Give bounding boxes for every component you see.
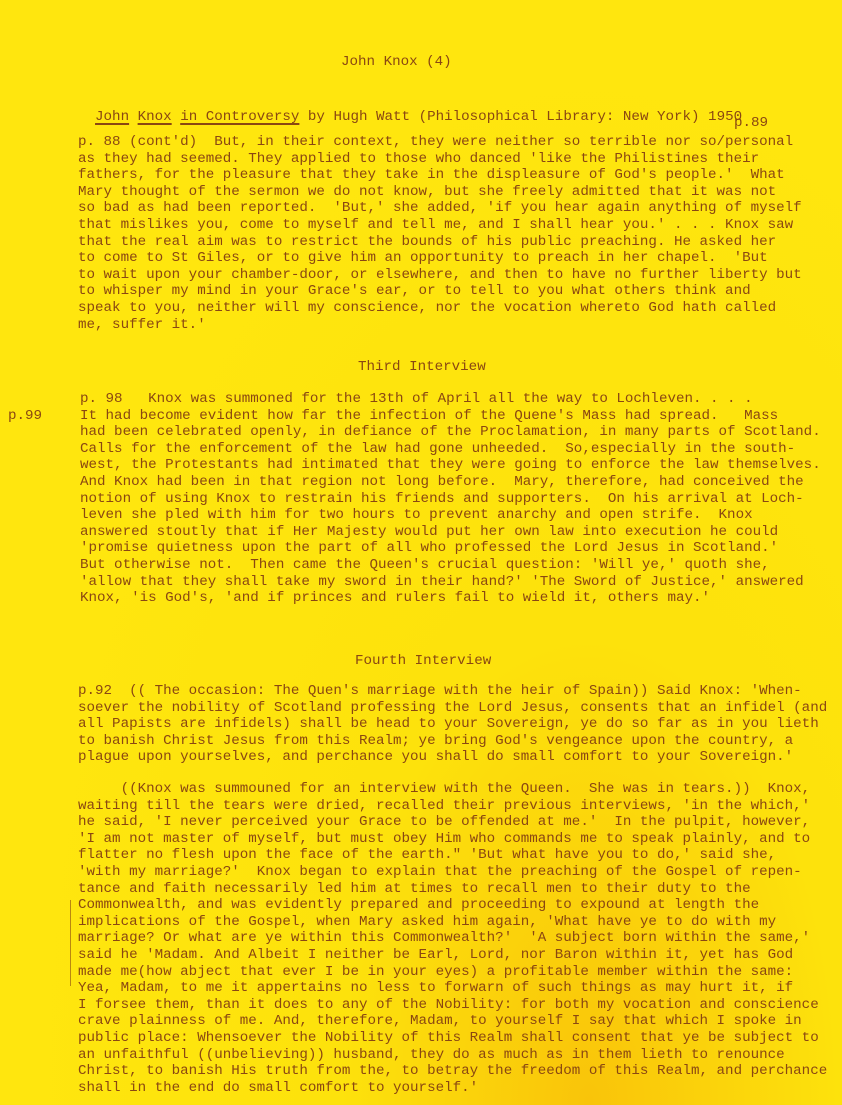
text-line: It had become evident how far the infection of the Quene's Mass had spread. Mass — [80, 407, 779, 424]
text-line: speak to you, neither will my conscience, nor the vocation whereto God hath called — [78, 299, 777, 316]
text-line: 'promise quietness upon the part of all who professed the Lord Jesus in Scotland.' — [80, 540, 779, 557]
citation-title-john: John — [95, 108, 130, 125]
text-line: Calls for the enforcement of the law had gone unheeded. So,especially in the south- — [80, 440, 796, 457]
text-line: an unfaithful ((unbelieving)) husband, they do as much as in them lieth to renounce — [78, 1046, 785, 1063]
margin-note-99: p.99 — [8, 408, 43, 424]
section-heading-fourth-interview: Fourth Interview — [355, 653, 492, 669]
page-note-89: p.89 — [734, 115, 769, 131]
text-line: 'allow that they shall take my sword in their hand?' 'The Sword of Justice,' answered — [80, 573, 804, 590]
text-line: p. 88 (cont'd) But, in their context, they were neither so terrible nor so/personal — [78, 134, 794, 150]
text-line: so bad as had been reported. 'But,' she added, 'if you hear again anything of myself — [78, 200, 802, 217]
page-header-title: John Knox (4) — [341, 54, 452, 70]
text-line: ((Knox was summouned for an interview with the Queen. She was in tears.)) Knox, — [78, 781, 811, 797]
text-line: had been celebrated openly, in defiance of the Proclamation, in many parts of Scotland. — [80, 424, 821, 441]
text-line: shall in the end do small comfort to yourself.' — [78, 1079, 479, 1096]
text-line: made me(how abject that ever I be in your eyes) a profitable member within the same: — [78, 963, 794, 980]
text-line: to wait upon your chamber-door, or elsewhere, and then to have no further liberty but — [78, 266, 802, 283]
text-line: all Papists are infidels) shall be head to your Sovereign, ye do so far as in you lieth — [78, 716, 819, 733]
text-line: that mislikes you, come to myself and tell me, and I shall hear you.' . . . Knox saw — [78, 216, 794, 233]
citation — [78, 92, 742, 125]
text-line: Knox, 'is God's, 'and if princes and rulers fail to wield it, others may.' — [80, 590, 711, 607]
text-line: p.92 (( The occasion: The Quen's marriage with the heir of Spain)) Said Knox: 'When- — [78, 683, 802, 699]
text-line: plague upon yourselves, and perchance you shall do small comfort to your Sovereign.' — [78, 749, 794, 766]
text-line: I forsee them, than it does to any of the Nobility: for both my vocation and conscience — [78, 996, 819, 1013]
text-line: soever the nobility of Scotland professing the Lord Jesus, consents that an infidel (and — [78, 699, 828, 716]
paragraph-4 — [78, 781, 827, 1096]
section-heading-third-interview: Third Interview — [358, 359, 486, 375]
text-line: But otherwise not. Then came the Queen's crucial question: 'Will ye,' quoth she, — [80, 556, 770, 573]
paragraph-1 — [78, 134, 802, 333]
text-line: 'with my marriage?' Knox began to explain that the preaching of the Gospel of repen- — [78, 863, 802, 880]
text-line: And Knox had been in that region not long before. Mary, therefore, had conceived the — [80, 473, 804, 490]
text-line: west, the Protestants had intimated that they were going to enforce the law themselves. — [80, 457, 821, 474]
text-line: to banish Christ Jesus from this Realm; ye bring God's vengeance upon the country, a — [78, 732, 794, 749]
text-line: said he 'Madam. And Albeit I neither be Earl, Lord, nor Baron within it, yet has God — [78, 946, 794, 963]
text-line: flatter no flesh upon the face of the earth." 'But what have you to do,' said she, — [78, 847, 777, 864]
text-line: as they had seemed. They applied to those who danced 'like the Philistines their — [78, 150, 760, 167]
text-line: me, suffer it.' — [78, 316, 206, 333]
text-line: 'I am not master of myself, but must obey Him who commands me to speak plainly, and to — [78, 830, 811, 847]
text-line: crave plainness of me. And, therefore, Madam, to yourself I say that which I spoke in — [78, 1013, 802, 1030]
text-line: he said, 'I never perceived your Grace to be offended at me.' In the pulpit, however, — [78, 814, 811, 831]
citation-title-controversy: in Controversy — [180, 108, 300, 125]
text-line: to come to St Giles, or to give him an opportunity to preach in her chapel. 'But — [78, 250, 768, 267]
citation-details: by Hugh Watt (Philosophical Library: New York) 1950 — [299, 108, 743, 125]
text-line: waiting till the tears were dried, recalled their previous interviews, 'in the which,' — [78, 797, 811, 814]
paragraph-3 — [78, 683, 827, 766]
text-line: implications of the Gospel, when Mary asked him again, 'What have ye to do with my — [78, 913, 777, 930]
text-line: to whisper my mind in your Grace's ear, or to tell to you what others think and — [78, 283, 751, 300]
text-line: Mary thought of the sermon we do not know, but she freely admitted that it was not — [78, 183, 777, 200]
text-line: that the real aim was to restrict the bounds of his public preaching. He asked her — [78, 233, 777, 250]
text-line: Yea, Madam, to me it appertains no less to forwarn of such things as may hurt it, if — [78, 980, 794, 997]
text-line: marriage? Or what are ye within this Commonwealth?' 'A subject born within the same,' — [78, 930, 811, 947]
text-line: Commonwealth, and was evidently prepared and proceeding to expound at length the — [78, 897, 760, 914]
text-line: answered stoutly that if Her Majesty would put her own law into execution he could — [80, 523, 779, 540]
text-line: fathers, for the pleasure that they take in the displeasure of God's people.' What — [78, 167, 785, 184]
text-line: public place: Whensoever the Nobility of this Realm shall consent that ye be subject to — [78, 1029, 819, 1046]
text-line: leven she pled with him for two hours to prevent anarchy and open strife. Knox — [80, 507, 753, 524]
text-line: p. 98 Knox was summoned for the 13th of April all the way to Lochleven. . . . — [80, 391, 753, 407]
text-line: notion of using Knox to restrain his friends and supporters. On his arrival at Loch- — [80, 490, 804, 507]
text-line: Christ, to banish His truth from the, to betray the freedom of this Realm, and perchance — [78, 1063, 828, 1080]
paragraph-2 — [80, 391, 821, 607]
margin-line — [70, 900, 71, 986]
citation-title-knox: Knox — [137, 108, 172, 125]
text-line: tance and faith necessarily led him at times to recall men to their duty to the — [78, 880, 751, 897]
